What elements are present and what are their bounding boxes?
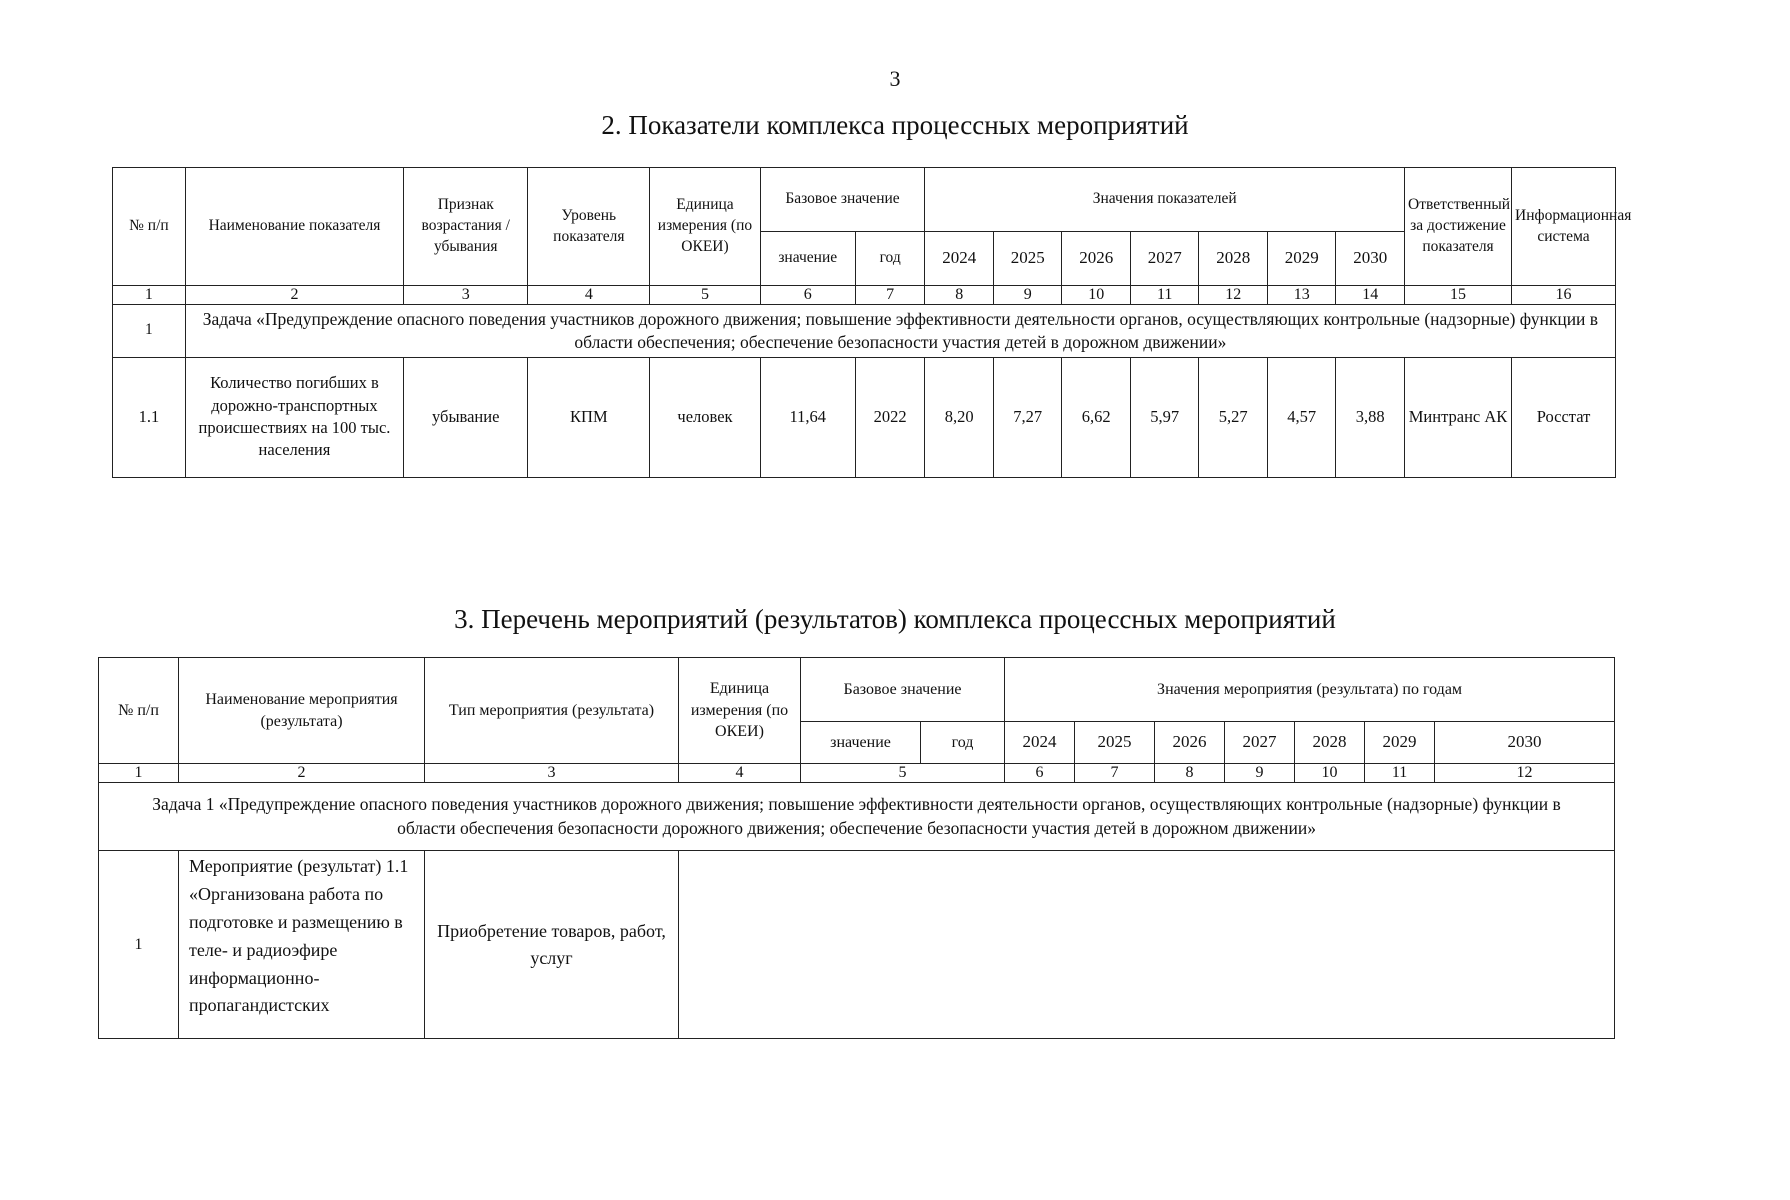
header-base: Базовое значение — [801, 658, 1005, 722]
row-year-value: 4,57 — [1267, 357, 1336, 477]
header-year: 2025 — [993, 232, 1062, 286]
header-year: 2026 — [1155, 722, 1225, 764]
row-event-type: Приобретение товаров, работ, услуг — [425, 851, 679, 1039]
header-year: 2026 — [1062, 232, 1131, 286]
column-number: 6 — [1005, 764, 1075, 783]
column-number: 2 — [179, 764, 425, 783]
row-year-value: 5,97 — [1130, 357, 1199, 477]
header-year: 2027 — [1225, 722, 1295, 764]
task-row — [113, 305, 1616, 358]
header-year: 2028 — [1199, 232, 1268, 286]
column-number: 11 — [1365, 764, 1435, 783]
indicators-table — [112, 167, 1632, 478]
column-number: 9 — [1225, 764, 1295, 783]
column-number: 13 — [1267, 286, 1336, 305]
header-unit: Единица измерения (по ОКЕИ) — [679, 658, 801, 764]
header-year: 2029 — [1365, 722, 1435, 764]
task-text: Задача 1 «Предупреждение опасного поведения участников дорожного движения; повышение эффективности деятельности органов, осуществляющих контрольные (надзорные) функции в области обеспечения безопасности дорожного движения; обеспечение безопасности участия детей в дорожном движении» — [99, 783, 1615, 851]
header-info-system: Информационная система — [1512, 168, 1616, 286]
header-num: № п/п — [99, 658, 179, 764]
header-year: 2024 — [925, 232, 994, 286]
task-num: 1 — [113, 305, 186, 358]
header-year: 2024 — [1005, 722, 1075, 764]
row-indicator-name: Количество погибших в дорожно-транспортных происшествиях на 100 тыс. населения — [185, 357, 403, 477]
column-number: 8 — [1155, 764, 1225, 783]
header-event-name: Наименование мероприятия (результата) — [179, 658, 425, 764]
column-number: 6 — [760, 286, 855, 305]
column-number: 16 — [1512, 286, 1616, 305]
header-responsible: Ответственный за достижение показателя — [1405, 168, 1512, 286]
column-number: 4 — [679, 764, 801, 783]
column-number: 14 — [1336, 286, 1405, 305]
row-base-year: 2022 — [855, 357, 925, 477]
header-year: 2028 — [1295, 722, 1365, 764]
section-3-title: 3. Перечень мероприятий (результатов) комплекса процессных мероприятий — [454, 604, 1336, 634]
header-trend: Признак возрастания /убывания — [404, 168, 528, 286]
column-number: 11 — [1130, 286, 1199, 305]
column-number-row — [113, 286, 1616, 305]
row-level: КПМ — [528, 357, 650, 477]
column-number-row — [99, 764, 1615, 783]
header-values: Значения показателей — [925, 168, 1405, 232]
header-indicator-name: Наименование показателя — [185, 168, 403, 286]
column-number: 5 — [650, 286, 760, 305]
header-values: Значения мероприятия (результата) по годам — [1005, 658, 1615, 722]
section-2-title: 2. Показатели комплекса процессных мероприятий — [601, 110, 1189, 140]
column-number: 10 — [1062, 286, 1131, 305]
row-num: 1.1 — [113, 357, 186, 477]
row-year-value: 8,20 — [925, 357, 994, 477]
header-level: Уровень показателя — [528, 168, 650, 286]
column-number: 5 — [801, 764, 1005, 783]
column-number: 15 — [1405, 286, 1512, 305]
column-number: 7 — [855, 286, 925, 305]
header-base: Базовое значение — [760, 168, 925, 232]
column-number: 12 — [1199, 286, 1268, 305]
row-values-empty — [679, 851, 1615, 1039]
row-info-system: Росстат — [1512, 357, 1616, 477]
row-year-value: 5,27 — [1199, 357, 1268, 477]
row-responsible: Минтранс АК — [1405, 357, 1512, 477]
task-text: Задача «Предупреждение опасного поведения участников дорожного движения; повышение эффективности деятельности органов, осуществляющих контрольные (надзорные) функции в области обеспечения; обеспечение безопасности участия детей в дорожном движении» — [185, 305, 1615, 358]
row-year-value: 7,27 — [993, 357, 1062, 477]
column-number: 1 — [113, 286, 186, 305]
header-year: 2025 — [1075, 722, 1155, 764]
column-number: 10 — [1295, 764, 1365, 783]
header-year: 2027 — [1130, 232, 1199, 286]
column-number: 3 — [425, 764, 679, 783]
header-base-value: значение — [801, 722, 921, 764]
header-base-value: значение — [760, 232, 855, 286]
row-event-name: Мероприятие (результат) 1.1 «Организована работа по подготовке и размещению в теле- и радиоэфире информационно-пропагандистских — [179, 851, 425, 1039]
row-unit: человек — [650, 357, 760, 477]
header-num: № п/п — [113, 168, 186, 286]
column-number: 8 — [925, 286, 994, 305]
row-num: 1 — [99, 851, 179, 1039]
column-number: 12 — [1435, 764, 1615, 783]
table-row — [113, 357, 1616, 477]
column-number: 4 — [528, 286, 650, 305]
row-trend: убывание — [404, 357, 528, 477]
task-row — [99, 783, 1615, 851]
header-year: 2030 — [1435, 722, 1615, 764]
column-number: 2 — [185, 286, 403, 305]
header-year: 2030 — [1336, 232, 1405, 286]
column-number: 3 — [404, 286, 528, 305]
row-year-value: 3,88 — [1336, 357, 1405, 477]
header-event-type: Тип мероприятия (результата) — [425, 658, 679, 764]
table-row — [99, 851, 1615, 1039]
column-number: 1 — [99, 764, 179, 783]
header-row — [99, 658, 1615, 722]
header-base-year: год — [921, 722, 1005, 764]
column-number: 7 — [1075, 764, 1155, 783]
events-table — [98, 657, 1615, 1039]
header-row — [113, 168, 1616, 232]
column-number: 9 — [993, 286, 1062, 305]
header-base-year: год — [855, 232, 925, 286]
page-number: 3 — [889, 66, 901, 91]
row-base-value: 11,64 — [760, 357, 855, 477]
row-year-value: 6,62 — [1062, 357, 1131, 477]
header-unit: Единица измерения (по ОКЕИ) — [650, 168, 760, 286]
header-year: 2029 — [1267, 232, 1336, 286]
